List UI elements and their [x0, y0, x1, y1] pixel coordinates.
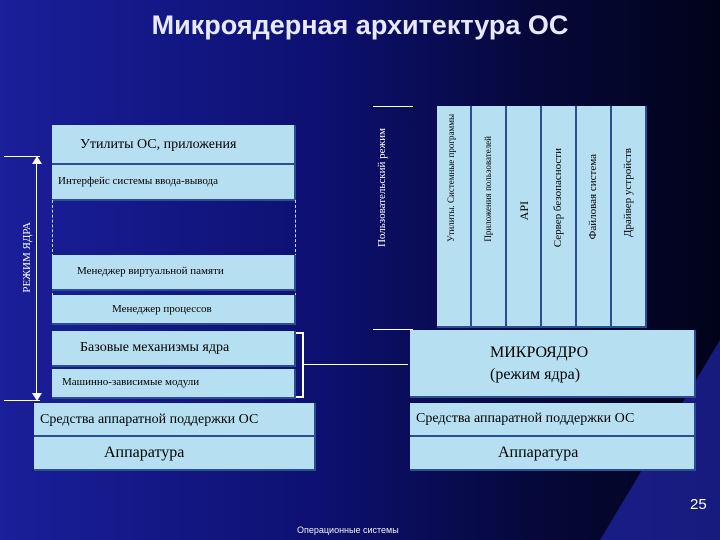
right-column-label-5: Драйвер устройств — [622, 148, 634, 238]
bracket-top — [296, 332, 304, 334]
left-hardware-box — [34, 437, 316, 471]
right-hw-support-label: Средства аппаратной поддержки ОС — [416, 411, 635, 426]
right-column-label-1: Приложения пользователей — [483, 136, 493, 242]
kernel-mode-label: РЕЖИМ ЯДРА — [21, 222, 33, 293]
page-number: 25 — [690, 496, 707, 513]
kernel-mode-arrow-shaft — [36, 162, 37, 394]
process-manager-label: Менеджер процессов — [112, 303, 212, 315]
microkernel-subtitle: (режим ядра) — [490, 366, 581, 383]
kernel-mode-arrow-up — [32, 156, 42, 164]
user-mode-top-line — [373, 106, 413, 107]
right-column-3 — [542, 106, 577, 328]
base-mechanisms-box — [52, 331, 296, 367]
io-interface-box — [52, 165, 296, 201]
process-manager-box — [52, 295, 296, 325]
right-column-1 — [472, 106, 507, 328]
right-column-label-2: API — [517, 201, 531, 221]
virtual-memory-box — [52, 255, 296, 291]
bracket-vertical — [302, 332, 304, 398]
right-hw-support-box — [410, 403, 696, 437]
microkernel-box — [410, 330, 696, 398]
microkernel-title: МИКРОЯДРО — [490, 344, 589, 361]
user-mode-label: Пользовательский режим — [376, 128, 388, 248]
virtual-memory-label: Менеджер виртуальной памяти — [77, 265, 224, 277]
machine-dependent-label: Машинно-зависимые модули — [62, 376, 200, 388]
left-hw-support-box — [34, 403, 316, 437]
bracket-bottom — [296, 396, 304, 398]
right-column-4 — [577, 106, 612, 328]
machine-dependent-box — [52, 369, 296, 399]
right-column-label-0: Утилиты. Системные программы — [446, 114, 456, 242]
left-hardware-label: Аппаратура — [104, 444, 185, 461]
footer-text: Операционные системы — [297, 525, 399, 535]
base-mechanisms-label: Базовые механизмы ядра — [80, 340, 230, 355]
right-hardware-box — [410, 437, 696, 471]
kernel-mode-arrow-down — [32, 393, 42, 401]
left-hw-support-label: Средства аппаратной поддержки ОС — [40, 412, 259, 427]
right-column-label-3: Сервер безопасности — [552, 148, 564, 248]
user-mode-bottom-line — [373, 329, 413, 330]
utilities-box — [52, 125, 296, 165]
right-column-0 — [437, 106, 472, 328]
io-interface-label: Интерфейс системы ввода-вывода — [58, 175, 218, 187]
utilities-label: Утилиты ОС, приложения — [80, 137, 237, 152]
right-column-label-4: Файловая система — [587, 154, 599, 240]
right-column-5 — [612, 106, 647, 328]
bracket-connector — [304, 364, 408, 365]
right-column-2 — [507, 106, 542, 328]
right-hardware-label: Аппаратура — [498, 444, 579, 461]
page-title: Микроядерная архитектура ОС — [151, 10, 569, 40]
